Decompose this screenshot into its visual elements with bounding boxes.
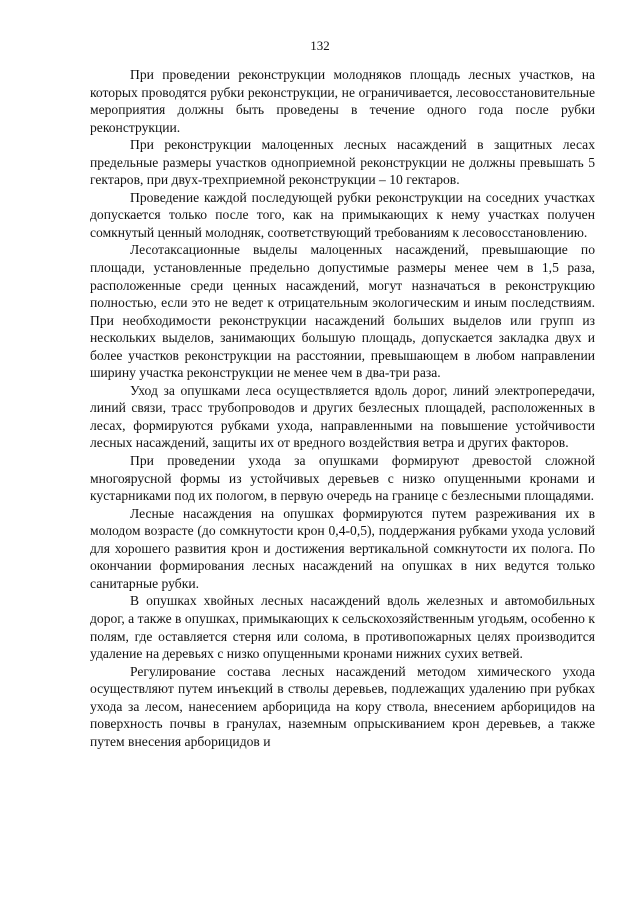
body-text <box>90 66 595 750</box>
paragraph-9: Регулирование состава лесных насаждений методом химического ухода осуществляют путем инъекций в стволы деревьев, подлежащих удалению при рубках ухода за лесом, нанесением арборицида на кору ствола, внесением арборицидов на поверхность почвы в гранулах, наземным опрыскиванием крон деревьев, а также путем внесения арборицидов и <box>90 663 595 749</box>
page-number: 132 <box>310 38 330 53</box>
paragraph-4: Лесотаксационные выделы малоценных насаждений, превышающие по площади, установленные предельно допустимые размеры менее чем в 1,5 раза, расположенные среди ценных насаждений, могут назначаться в реконструкцию полностью, если это не ведет к отрицательным экологическим и иным последствиям. При необходимости реконструкции насаждений больших выделов или групп из нескольких выделов, занимающих большую площадь, допускается закладка двух и более участков реконструкции на расстоянии, превышающем в любом направлении ширину участка реконструкции не менее чем в два-три раза. <box>90 242 595 381</box>
paragraph-1: При проведении реконструкции молодняков площадь лесных участков, на которых проводятся рубки реконструкции, не ограничивается, лесовосстановительные мероприятия должны быть проведены в течение одного года после рубки реконструкции. <box>90 67 595 135</box>
paragraph-6: При проведении ухода за опушками формируют древостой сложной многоярусной формы из устойчивых деревьев с низко опущенными кронами и кустарниками под их пологом, в первую очередь на границе с безлесными площадями. <box>90 453 595 504</box>
paragraph-8: В опушках хвойных лесных насаждений вдоль железных и автомобильных дорог, а также в опушках, примыкающих к сельскохозяйственным угодьям, особенно к полям, где оставляется стерня или солома, в противопожарных целях производится удаление на деревьях с низко опущенными кронами нижних сухих ветвей. <box>90 593 595 662</box>
paragraph-5: Уход за опушками леса осуществляется вдоль дорог, линий электропередачи, линий связи, трасс трубопроводов и других безлесных площадей, расположенных в лесах, формируются рубками ухода, направленными на повышение устойчивости лесных насаждений, защиты их от вредного воздействия ветра и других факторов. <box>90 382 595 451</box>
paragraph-2: При реконструкции малоценных лесных насаждений в защитных лесах предельные размеры участков одноприемной реконструкции не должны превышать 5 гектаров, при двух-трехприемной реконструкции – 10 гектаров. <box>90 137 595 188</box>
paragraph-3: Проведение каждой последующей рубки реконструкции на соседних участках допускается только после того, как на примыкающих к нему участках получен сомкнутый ценный молодняк, соответствующий требованиям к лесовосстановлению. <box>90 189 595 240</box>
paragraph-7: Лесные насаждения на опушках формируются путем разреживания их в молодом возрасте (до сомкнутости крон 0,4-0,5), поддержания рубками ухода условий для хорошего развития крон и достижения вертикальной сомкнутости их полога. По окончании формирования лесных насаждений на опушках в них ведутся только санитарные рубки. <box>90 505 595 591</box>
